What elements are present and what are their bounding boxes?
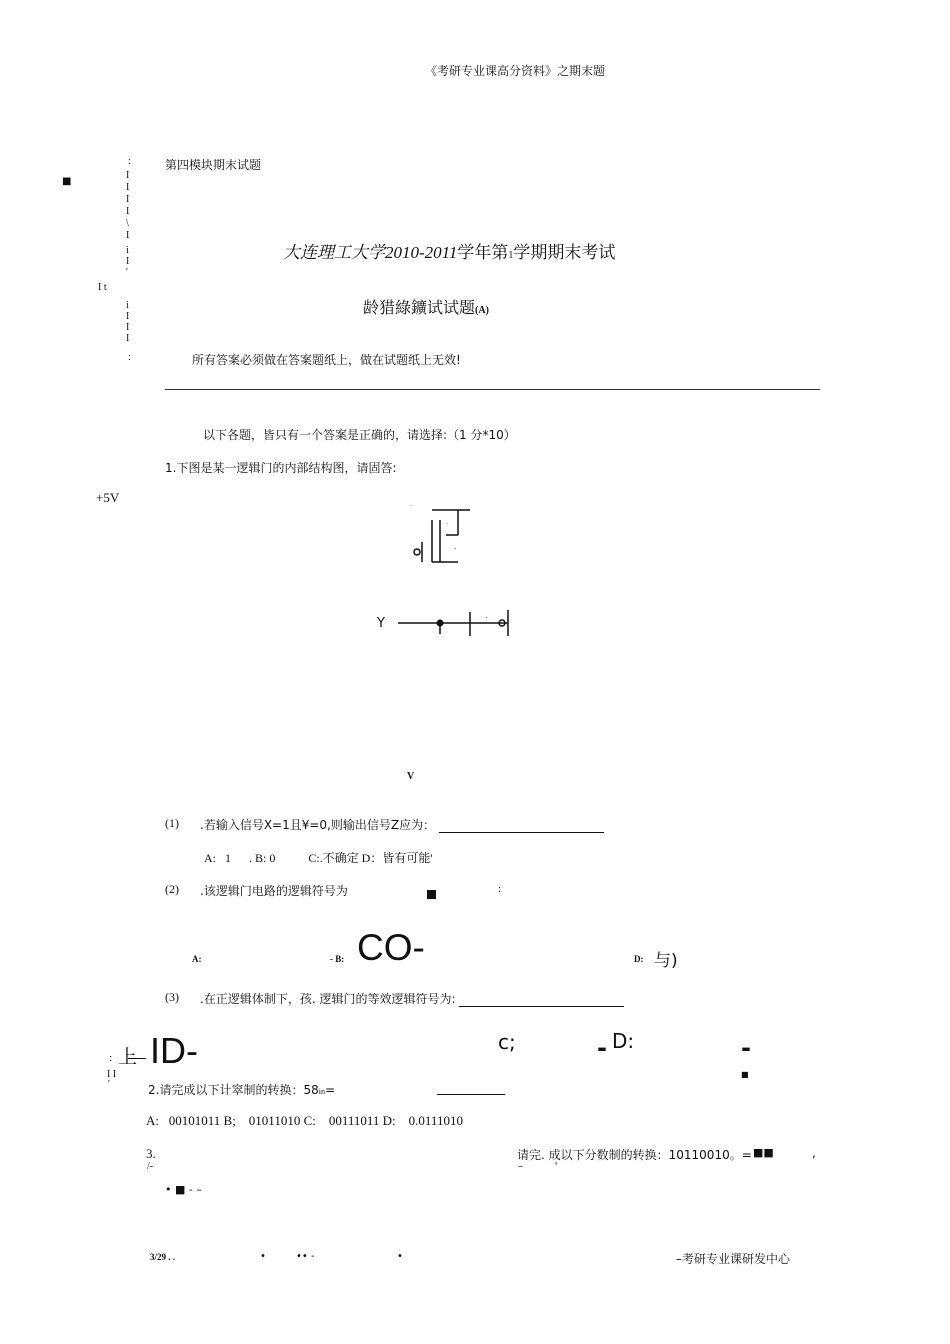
question-3-bullets: • ■ - – [165, 1183, 202, 1196]
margin-colon: : [128, 156, 131, 167]
row-ii: I I [107, 1069, 117, 1080]
exam-title-university: 大连理工大学2010-2011 [283, 243, 458, 262]
margin-bar: I I I I \ I [126, 170, 130, 241]
subq-2-text: .该逻辑门电路的逻辑符号为 [200, 884, 348, 898]
header-title: 《考研专业课高分资料》之期末题 [425, 64, 606, 78]
margin-mark: I t [98, 282, 107, 293]
output-label-y: Y [377, 616, 385, 631]
question-2 [148, 1081, 335, 1098]
row-option-c: c; [498, 1030, 516, 1054]
question-1: 1.下图是某一逻辑门的内部结构图，请固答: [165, 461, 397, 475]
question-3-number: 3. [146, 1146, 156, 1161]
exam-title-term: 1 [508, 250, 514, 261]
row-dash: - [597, 1034, 607, 1062]
subq-1-options: A: 1 . B: 0 C:.不确定 D：皆有可能' [204, 851, 433, 865]
row-symbol-line [128, 1058, 146, 1059]
answer-blank [459, 994, 624, 1007]
row-tick: ' [108, 1079, 110, 1090]
footer-page-number: 3/29 . . [150, 1252, 176, 1262]
footer-dot-2: • [397, 1251, 403, 1262]
subq-1-text [200, 816, 604, 833]
subq-3-number: (3) [165, 990, 179, 1004]
margin-colon-2: : [128, 352, 131, 363]
exam-title [283, 238, 615, 263]
exam-title-year: 学年第 [457, 243, 509, 263]
svg-text:·: · [410, 503, 412, 510]
svg-text:·: · [446, 521, 448, 528]
exam-notice: 所有答案必须做在答案题纸上，做在试题纸上无效! [192, 353, 461, 367]
footer-dots: •• - [296, 1251, 315, 1262]
question-3-text: 请完. 成以下分数制的转换：10110010。= [517, 1148, 752, 1162]
ground-label-v: V [407, 771, 415, 782]
question-2-subscript: in [318, 1087, 325, 1096]
svg-text:`: ` [485, 617, 488, 624]
margin-bar-3: i I I I [126, 300, 130, 344]
exam-subtitle-text: 龄猎綠鑛试试题 [363, 298, 476, 317]
subq-3-prompt: .在正逻辑体制下，孩. 逻辑门的等效逻辑符号为: [200, 992, 456, 1006]
margin-square: ■ [62, 176, 72, 187]
question-2-equals: = [324, 1083, 336, 1097]
subq-3-text [200, 990, 624, 1007]
filled-square-icon [427, 890, 436, 899]
subq-2-mark [427, 884, 436, 903]
exam-title-end: 学期期末考试 [513, 243, 616, 263]
option-b-label: - B: [330, 954, 345, 964]
question-2-options: A: 00101011 B; 01011010 C: 00111011 D: 0.0111010 [146, 1113, 463, 1128]
section-title: 第四模块期末试题 [165, 158, 262, 172]
row-right-dot: ■ [741, 1070, 749, 1079]
answer-blank [439, 820, 604, 833]
exam-subtitle-tag: (A) [475, 305, 489, 316]
question-3-squares: ■■ [753, 1146, 774, 1159]
footer-center: –考研专业课研发中心 [676, 1252, 791, 1266]
subq-2-colon: : [498, 884, 502, 895]
svg-text:-: - [454, 545, 457, 552]
question-3-slash: /- [147, 1161, 154, 1172]
row-symbol-a: 上 [118, 1046, 138, 1068]
option-b-symbol: CO- [357, 927, 425, 968]
row-symbol-big: ID- [150, 1030, 198, 1071]
exam-subtitle [363, 295, 489, 318]
separator-line [165, 389, 820, 390]
footer-dot: • [260, 1251, 266, 1262]
option-d-label: D: [634, 954, 644, 964]
instruction-text: 以下各题，皆只有一个答案是正确的，请选择:（1 分*10） [203, 428, 516, 442]
row-colon: : [109, 1053, 113, 1064]
answer-blank [437, 1094, 505, 1095]
row-right-dash: - [741, 1034, 751, 1062]
subq-1-number: (1) [165, 816, 179, 830]
option-a-label: A: [192, 954, 202, 964]
margin-bar-2: i I ' [126, 245, 130, 278]
supply-voltage: +5V [96, 490, 120, 505]
option-d-symbol: 与) [654, 951, 678, 971]
subq-2-number: (2) [165, 882, 179, 896]
row-option-d: D: [612, 1029, 635, 1053]
question-2-text: 2.请完成以下计窣制的转换：58 [148, 1083, 319, 1097]
question-3-under: – ' [518, 1161, 558, 1172]
subq-1-prompt: .若输入信号X=1且¥=0,则输出信号Z应为： [200, 818, 436, 832]
circuit-diagram [370, 500, 520, 640]
question-3-comma: , [812, 1146, 816, 1160]
